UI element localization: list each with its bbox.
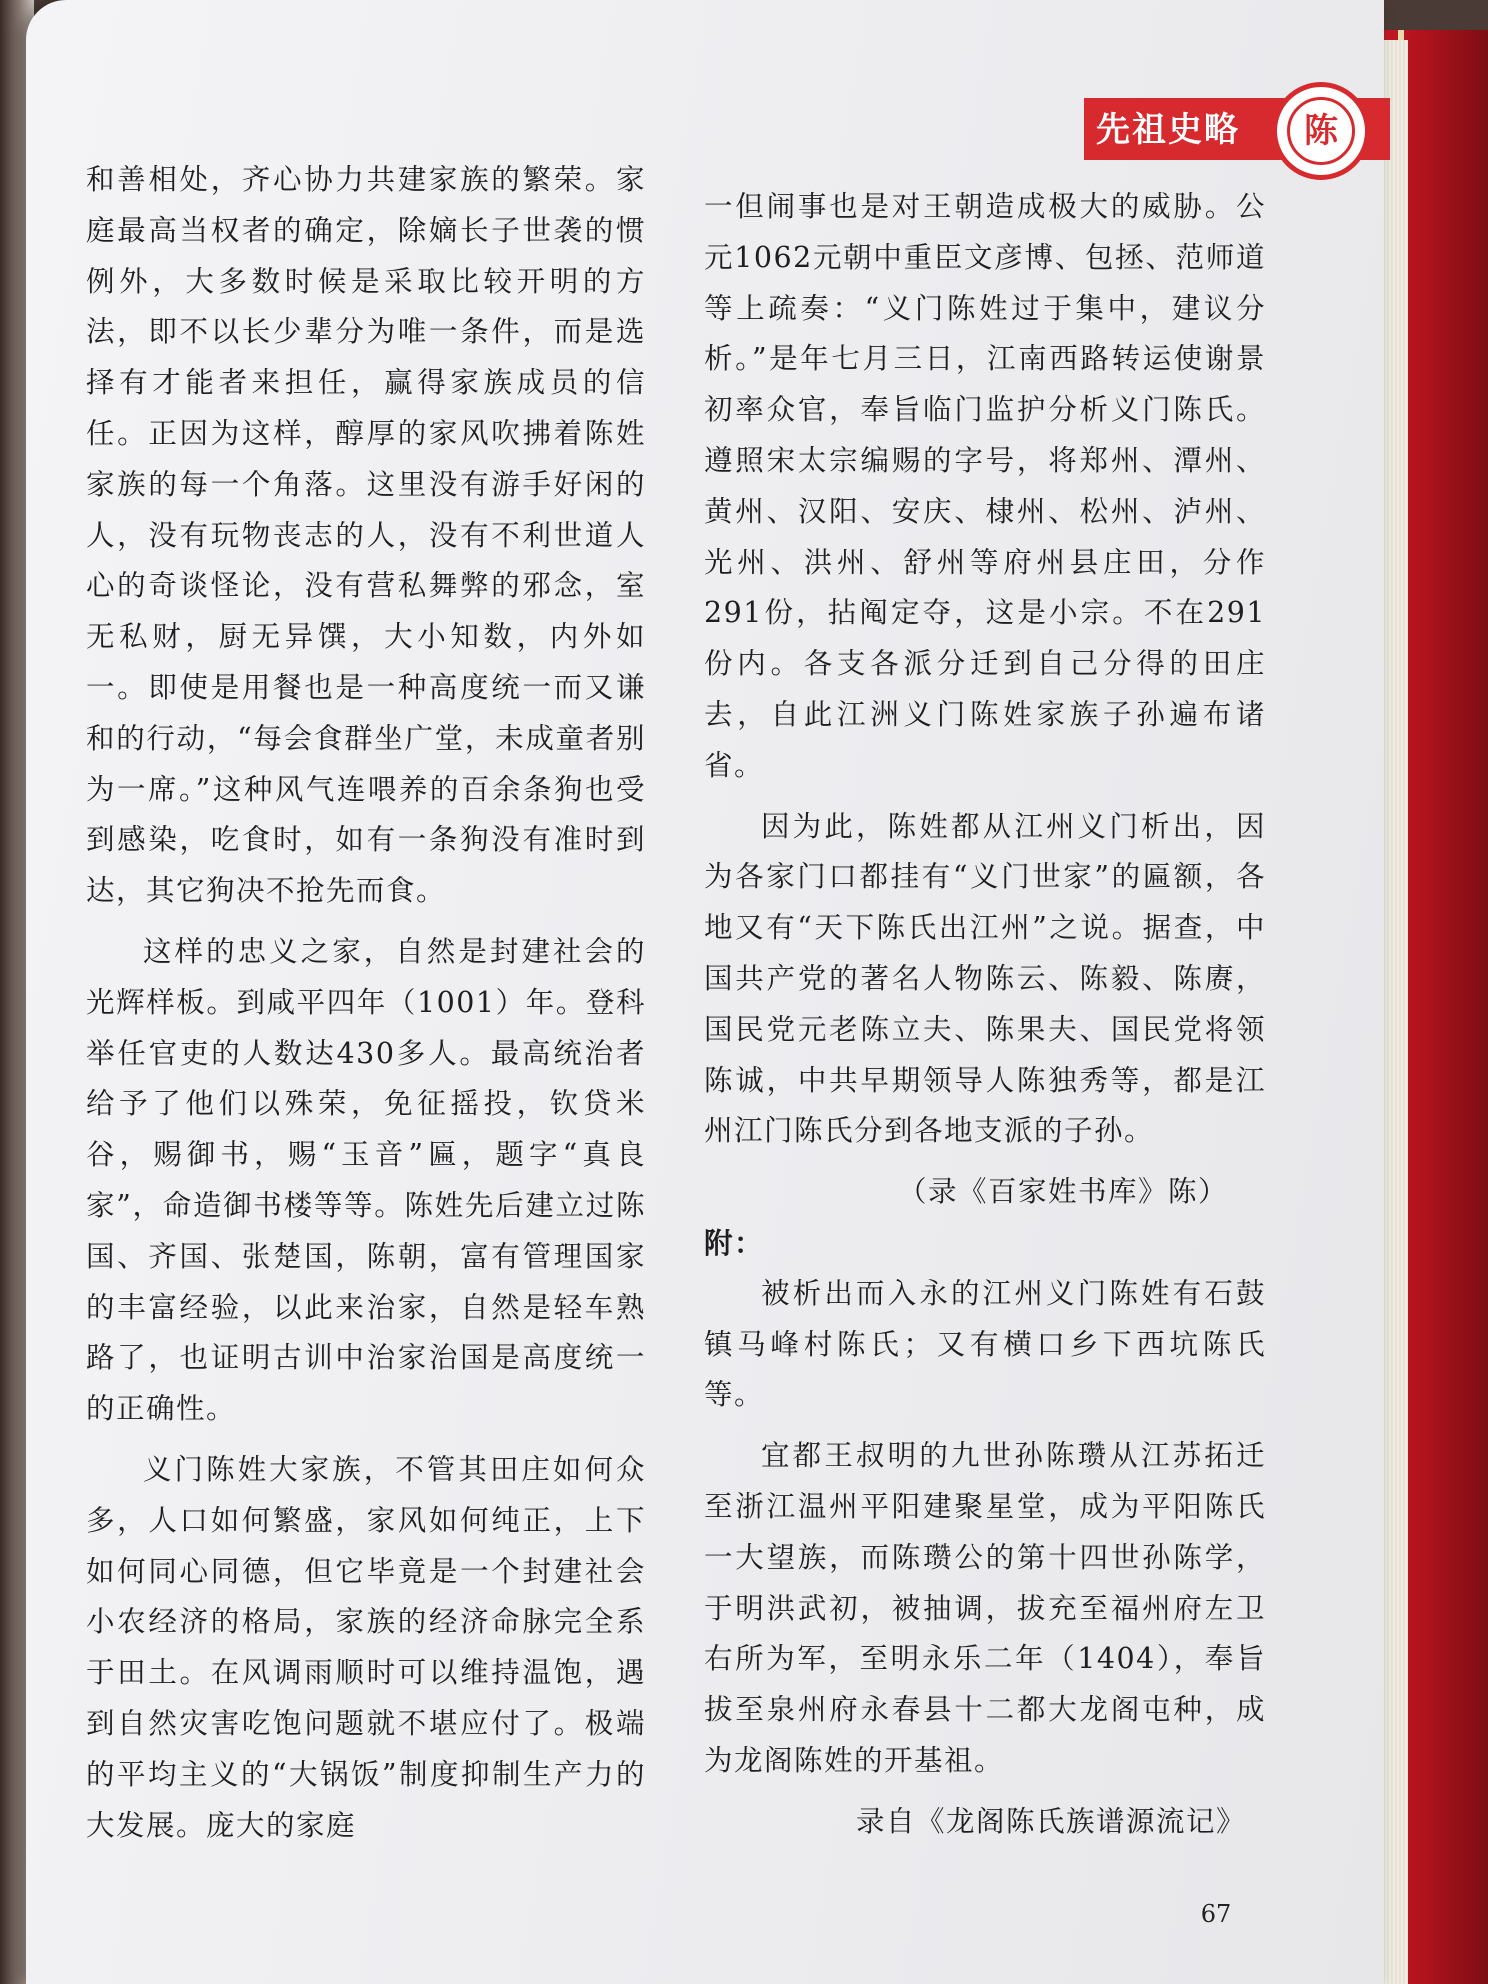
seal-icon: 陈 [1287, 97, 1355, 165]
paragraph: 义门陈姓大家族，不管其田庄如何众多，人口如何繁盛，家风如何纯正，上下如何同心同德，但它毕竟是一个封建社会小农经济的格局，家族的经济命脉完全系于田土。在风调雨顺时可以维持温饱，遇到自然灾害吃饱问题就不堪应付了。极端的平均主义的“大锅饭”制度抑制生产力的大发展。庞大的家庭 [86, 1452, 646, 1842]
page-number: 67 [1200, 1900, 1232, 1928]
section-title: 先祖史略 [1096, 110, 1240, 150]
source-citation: （录《百家姓书库》陈） [897, 1175, 1228, 1209]
appendix-label: 附： [704, 1225, 765, 1260]
right-column [704, 182, 1266, 1848]
appendix-paragraph: 宜都王叔明的九世孙陈瓒从江苏拓迁至浙江温州平阳建聚星堂，成为平阳陈氏一大望族，而陈瓒公的第十四世孙陈学，于明洪武初，被抽调，拔充至福州府左卫右所为军，至明永乐二年（1404），奉旨拔至泉州府永春县十二都大龙阁屯种，成为龙阁陈姓的开基祖。 [704, 1439, 1266, 1777]
appendix-paragraph: 被析出而入永的江州义门陈姓有石鼓镇马峰村陈氏；又有横口乡下西坑陈氏等。 [704, 1276, 1266, 1412]
paragraph: 这样的忠义之家，自然是封建社会的光辉样板。到咸平四年（1001）年。登科举任官吏的人数达430多人。最高统治者给予了他们以殊荣，免征摇投，钦贷米谷，赐御书，赐“玉音”匾，题字“真良家”，命造御书楼等等。陈姓先后建立过陈国、齐国、张楚国，陈朝，富有管理国家的丰富经验，以此来治家，自然是轻车熟路了，也证明古训中治家治国是高度统一的正确性。 [86, 934, 646, 1426]
left-column [86, 155, 646, 1851]
seal-logo [1272, 82, 1370, 180]
paragraph: 一但闹事也是对王朝造成极大的威胁。公元1062元朝中重臣文彦博、包拯、范师道等上疏奏：“义门陈姓过于集中，建议分析。”是年七月三日，江南西路转运使谢景初率众官，奉旨临门监护分析义门陈氏。遵照宋太宗编赐的字号，将郑州、潭州、黄州、汉阳、安庆、棣州、松州、泸州、光州、洪州、舒州等府州县庄田，分作291份，拈阄定夺，这是小宗。不在291份内。各支各派分迁到自己分得的田庄去，自此江洲义门陈姓家族子孙遍布诸省。 [704, 190, 1266, 782]
source-citation: 录自《龙阁陈氏族谱源流记》 [855, 1804, 1246, 1838]
paragraph: 和善相处，齐心协力共建家族的繁荣。家庭最高当权者的确定，除嫡长子世袭的惯例外，大多数时候是采取比较开明的方法，即不以长少辈分为唯一条件，而是选择有才能者来担任，赢得家族成员的信任。正因为这样，醇厚的家风吹拂着陈姓家族的每一个角落。这里没有游手好闲的人，没有玩物丧志的人，没有不利世道人心的奇谈怪论，没有营私舞弊的邪念，室无私财，厨无异馔，大小知数，内外如一。即使是用餐也是一种高度统一而又谦和的行动，“每会食群坐广堂，未成童者别为一席。”这种风气连喂养的百余条狗也受到感染，吃食时，如有一条狗没有准时到达，其它狗决不抢先而食。 [86, 163, 646, 908]
paragraph: 因为此，陈姓都从江州义门析出，因为各家门口都挂有“义门世家”的匾额，各地又有“天下陈氏出江州”之说。据查，中国共产党的著名人物陈云、陈毅、陈赓，国民党元老陈立夫、陈果夫、国民党将领陈诚，中共早期领导人陈独秀等，都是江州江门陈氏分到各地支派的子孙。 [704, 809, 1266, 1148]
